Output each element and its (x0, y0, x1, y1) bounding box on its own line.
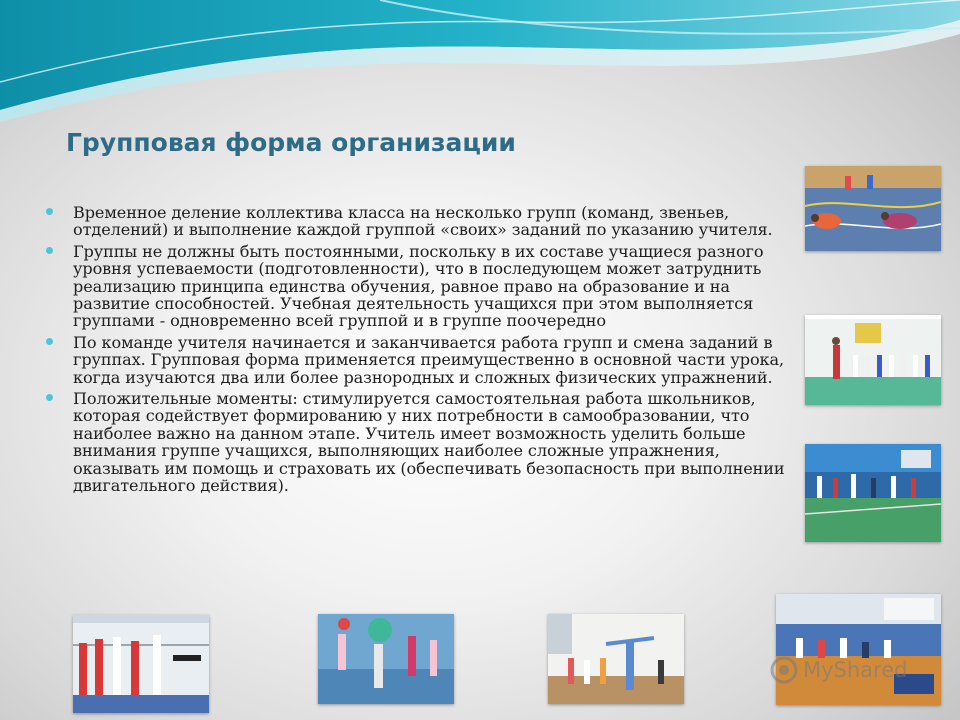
gym-photo-gym-hall (776, 594, 941, 705)
bullet-icon (46, 394, 53, 401)
list-item (46, 334, 806, 386)
bullet-text: Положительные моменты: стимулируется самостоятельная работа школьников, которая содействует формированию у них потребности в самообразовании, что наиболее важно на данном этапе. Учитель имеет возможность уделить больше внимания группе учащихся, выполняющих наиболее сложные упражнения, оказывать им помощь и страховать их (обеспечивать безопасность при выполнении двигательного действия). (73, 389, 785, 496)
gym-photo-stretching (805, 315, 941, 405)
gym-photo-pushups (805, 166, 941, 251)
list-item (46, 390, 806, 494)
watermark-text: MyShared (803, 658, 908, 682)
gym-photo-balls (318, 614, 454, 704)
bullet-text: По команде учителя начинается и заканчивается работа групп и смена заданий в группах. Групповая форма применяется преимущественно в основной части урока, когда изучаются два или более разнородных и сложных физических упражнений. (73, 332, 785, 387)
gym-photo-arms (548, 614, 684, 704)
watermark (770, 656, 907, 684)
gym-photo-group-exercise (805, 444, 941, 542)
bullet-text: Группы не должны быть постоянными, поскольку в их составе учащиеся разного уровня успеваемости (подготовленности), что в последующем может затруднить реализацию принципа единства обучения, равное право на образование и на развитие способностей. Учебная деятельность учащихся при этом выполняется группами - одновременно всей группой и в группе поочередно (73, 241, 764, 331)
gym-photo-leg-stretch (73, 615, 209, 713)
bullet-icon (46, 338, 53, 345)
myshared-logo-icon (770, 656, 798, 684)
list-item (46, 243, 806, 330)
bullet-icon (46, 208, 53, 215)
bullet-list (46, 204, 806, 499)
slide-title: Групповая форма организации (66, 128, 516, 157)
header-wave-decoration (0, 0, 960, 130)
bullet-icon (46, 247, 53, 254)
bullet-text: Временное деление коллектива класса на несколько групп (команд, звеньев, отделений) и выполнение каждой группой «своих» заданий по указанию учителя. (73, 203, 773, 240)
list-item (46, 204, 806, 239)
